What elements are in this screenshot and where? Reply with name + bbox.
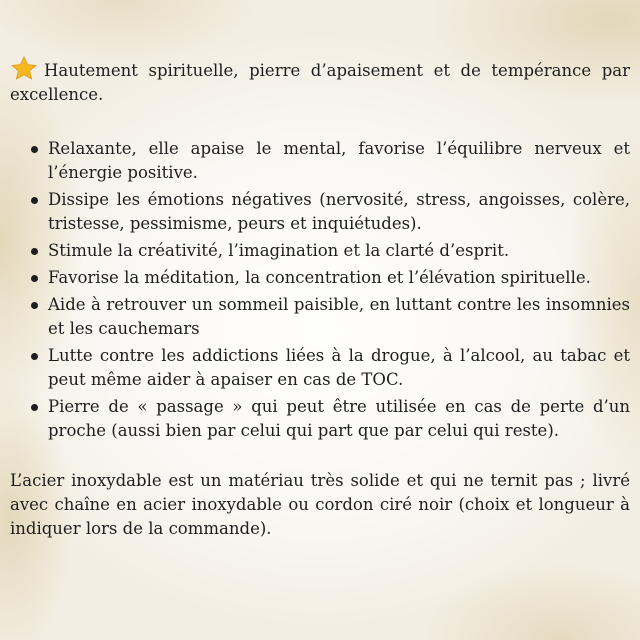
list-item: Favorise la méditation, la concentration et l’élévation spirituelle. [48,266,630,290]
list-item: Stimule la créativité, l’imagination et la clarté d’esprit. [48,239,630,263]
star-icon [10,56,38,80]
closing-paragraph: L’acier inoxydable est un matériau très solide et qui ne ternit pas ; livré avec chaîne en acier inoxydable ou cordon ciré noir (choix et longueur à indiquer lors de la commande). [10,471,630,538]
intro-text: Hautement spirituelle, pierre d’apaisement et de tempérance par excellence. [10,61,630,104]
list-item: Dissipe les émotions négatives (nervosité, stress, angoisses, colère, tristesse, pessimisme, peurs et inquiétudes). [48,188,630,236]
intro-paragraph [10,56,630,107]
list-item: Aide à retrouver un sommeil paisible, en luttant contre les insomnies et les cauchemars [48,293,630,341]
description-block [10,56,630,541]
list-item: Relaxante, elle apaise le mental, favorise l’équilibre nerveux et l’énergie positive. [48,137,630,185]
benefits-list [10,137,630,443]
list-item: Lutte contre les addictions liées à la drogue, à l’alcool, au tabac et peut même aider à apaiser en cas de TOC. [48,344,630,392]
list-item: Pierre de « passage » qui peut être utilisée en cas de perte d’un proche (aussi bien par celui qui part que par celui qui reste). [48,395,630,443]
